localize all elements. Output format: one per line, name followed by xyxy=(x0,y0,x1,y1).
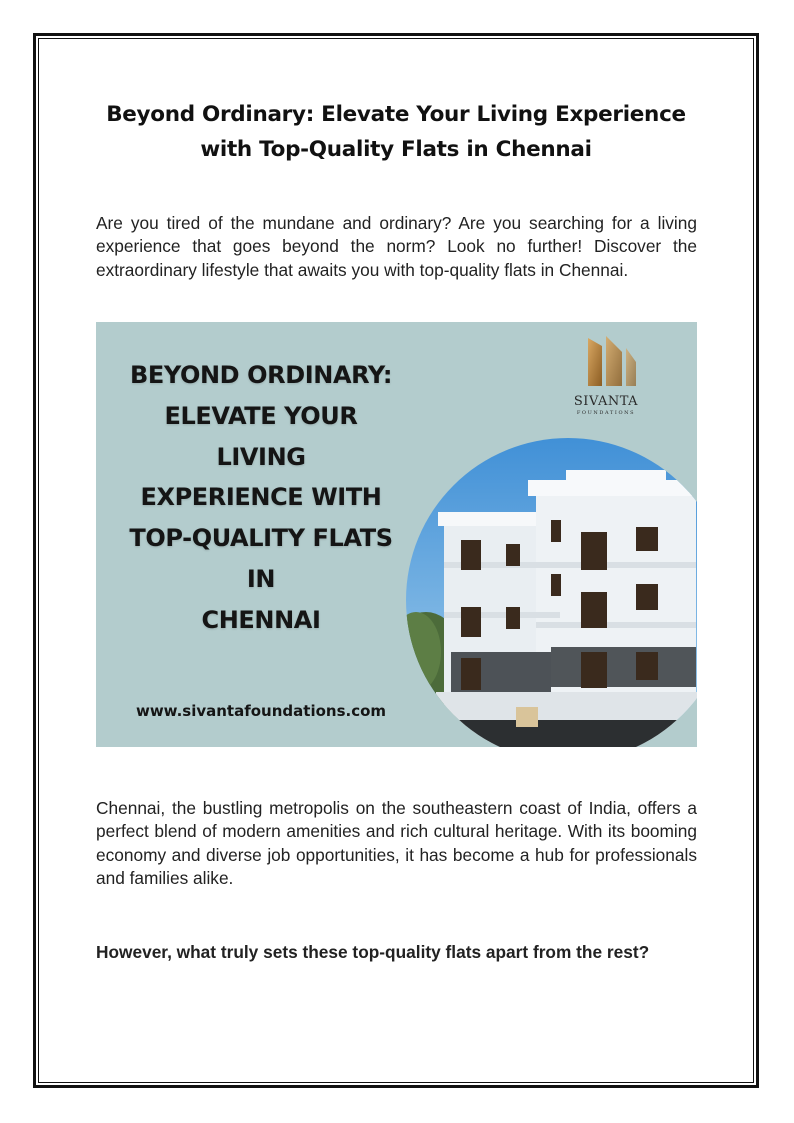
brand-name: SIVANTA xyxy=(573,394,639,409)
headline-line: EXPERIENCE WITH xyxy=(140,483,382,512)
headline-line: ELEVATE YOUR xyxy=(164,401,358,430)
sivanta-logo-mark xyxy=(588,336,636,386)
question-paragraph: However, what truly sets these top-quality flats apart from the rest? xyxy=(96,942,650,962)
intro-paragraph: Are you tired of the mundane and ordinary? Are you searching for a living experience that goes beyond the norm? Look no further! Discover the extraordinary lifestyle that awaits you with top-quality flats in Chennai. xyxy=(96,213,697,280)
headline-line: TOP-QUALITY FLATS xyxy=(129,524,393,553)
banner-headline xyxy=(96,355,426,641)
headline-line: BEYOND ORDINARY: xyxy=(129,361,393,389)
promo-banner-image xyxy=(96,322,697,747)
headline-line: IN xyxy=(246,564,276,593)
document-title: Beyond Ordinary: Elevate Your Living Experience with Top-Quality Flats in Chennai xyxy=(106,102,686,162)
banner-website-url: www.sivantafoundations.com xyxy=(135,702,387,720)
chennai-paragraph: Chennai, the bustling metropolis on the southeastern coast of India, offers a perfect blend of modern amenities and rich cultural heritage. With its booming economy and diverse job opportunities, it has become a hub for professionals and families alike. xyxy=(96,798,697,889)
brand-subtitle: FOUNDATIONS xyxy=(576,410,636,416)
headline-line: LIVING xyxy=(216,442,306,471)
headline-line: CHENNAI xyxy=(201,605,321,634)
